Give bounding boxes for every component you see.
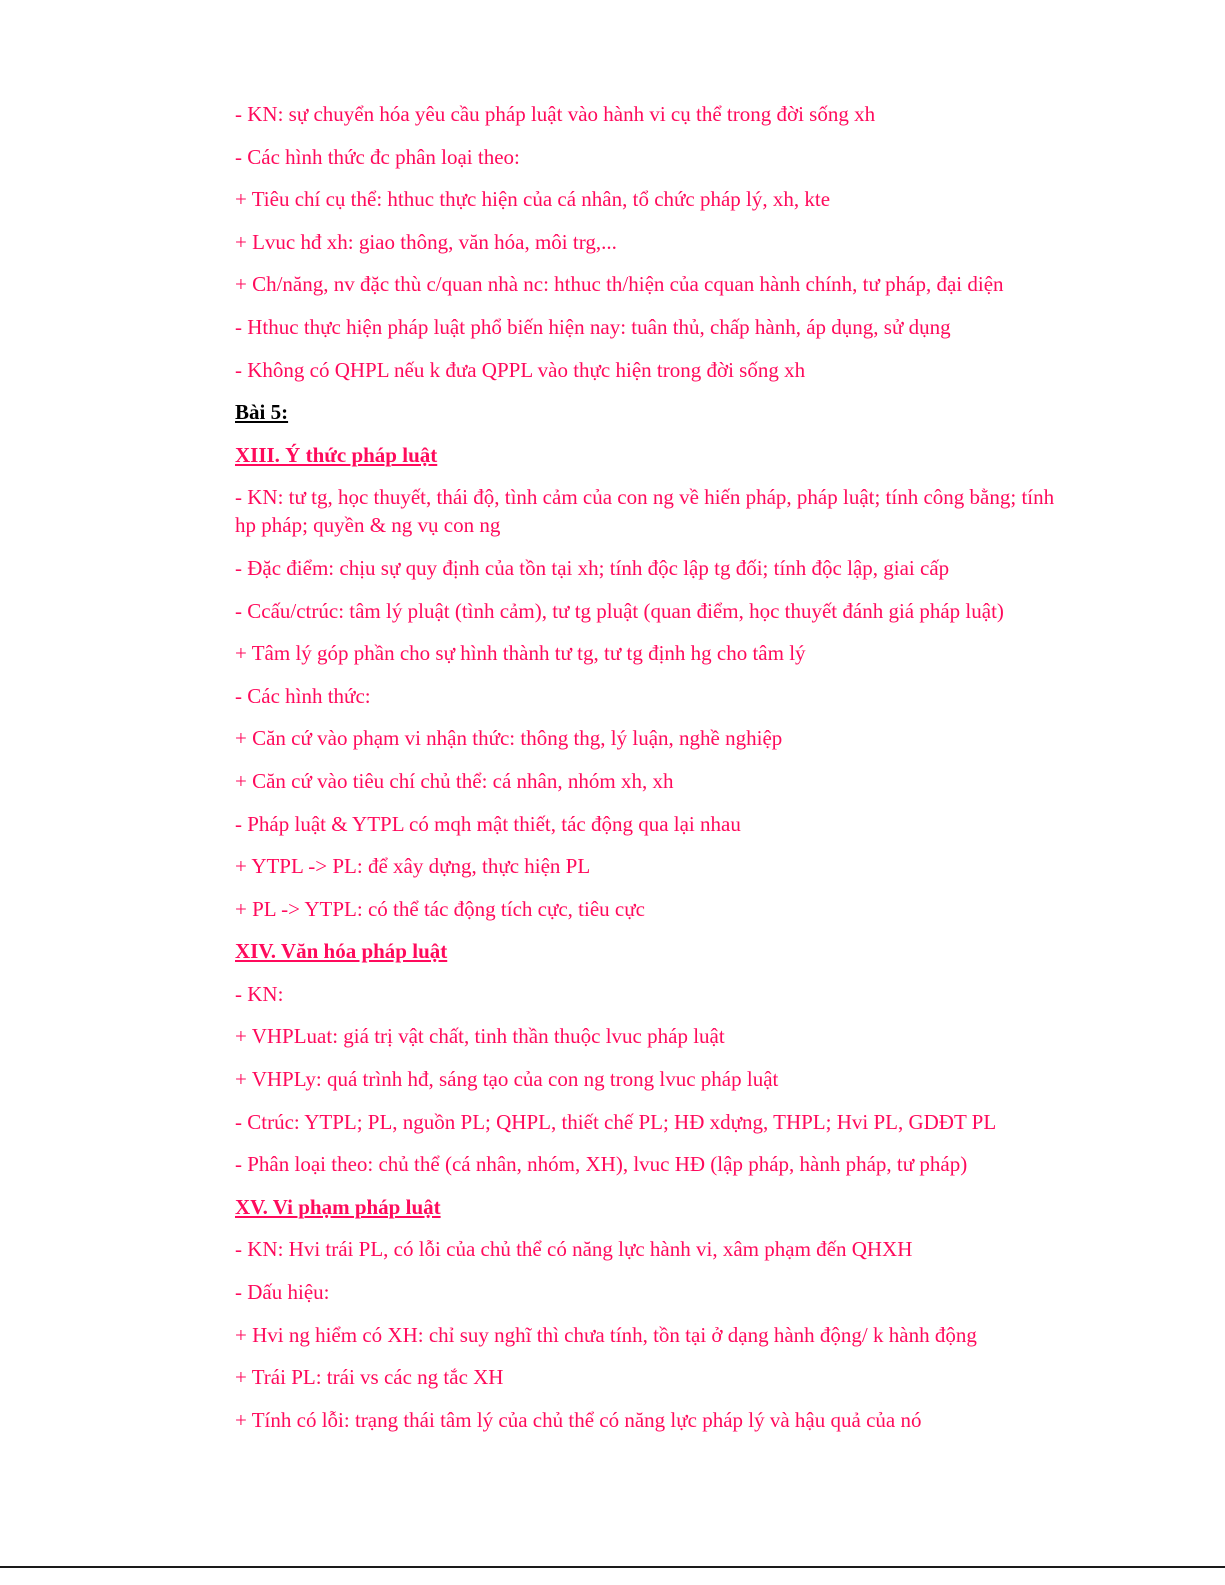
document-content (235, 100, 1075, 1448)
text-line: - Ctrúc: YTPL; PL, nguồn PL; QHPL, thiết chế PL; HĐ xdựng, THPL; Hvi PL, GDĐT PL (235, 1109, 997, 1134)
text-line: + VHPLy: quá trình hđ, sáng tạo của con ng trong lvuc pháp luật (235, 1067, 779, 1092)
text-line: + YTPL -> PL: để xây dựng, thực hiện PL (235, 854, 591, 879)
text-line: - Đặc điểm: chịu sự quy định của tồn tại xh; tính độc lập tg đối; tính độc lập, giai cấp (235, 555, 950, 580)
text-paragraph: - KN: tư tg, học thuyết, thái độ, tình cảm của con ng về hiến pháp, pháp luật; tính công bằng; tính hp pháp; quyền & ng vụ con ng (235, 485, 1055, 538)
text-line: - Các hình thức: (235, 683, 371, 708)
text-line: + VHPLuat: giá trị vật chất, tinh thần thuộc lvuc pháp luật (235, 1024, 725, 1049)
text-line: + Hvi ng hiểm có XH: chỉ suy nghĩ thì chưa tính, tồn tại ở dạng hành động/ k hành động (235, 1322, 977, 1347)
text-line: + Lvuc hđ xh: giao thông, văn hóa, môi trg,... (235, 229, 617, 254)
text-line: - Không có QHPL nếu k đưa QPPL vào thực hiện trong đời sống xh (235, 357, 806, 382)
text-line: - Pháp luật & YTPL có mqh mật thiết, tác động qua lại nhau (235, 811, 741, 836)
text-line: + Tiêu chí cụ thể: hthuc thực hiện của cá nhân, tổ chức pháp lý, xh, kte (235, 187, 831, 212)
text-line: + Căn cứ vào tiêu chí chủ thể: cá nhân, nhóm xh, xh (235, 768, 674, 793)
text-line: - KN: (235, 981, 284, 1006)
text-line: - KN: sự chuyển hóa yêu cầu pháp luật vào hành vi cụ thể trong đời sống xh (235, 102, 876, 126)
text-line: + Trái PL: trái vs các ng tắc XH (235, 1365, 504, 1390)
text-line: + PL -> YTPL: có thể tác động tích cực, tiêu cực (235, 896, 645, 921)
section-heading-xv: XV. Vi phạm pháp luật (235, 1194, 441, 1219)
text-line: + Căn cứ vào phạm vi nhận thức: thông thg, lý luận, nghề nghiệp (235, 726, 783, 751)
text-line: - Các hình thức đc phân loại theo: (235, 144, 520, 169)
text-line: - Ccấu/ctrúc: tâm lý pluật (tình cảm), tư tg pluật (quan điểm, học thuyết đánh giá pháp luật) (235, 598, 1004, 623)
text-line: - Phân loại theo: chủ thể (cá nhân, nhóm, XH), lvuc HĐ (lập pháp, hành pháp, tư pháp) (235, 1152, 968, 1177)
text-line: + Ch/năng, nv đặc thù c/quan nhà nc: hthuc th/hiện của cquan hành chính, tư pháp, đại diện (235, 272, 1004, 297)
text-line: + Tâm lý góp phần cho sự hình thành tư tg, tư tg định hg cho tâm lý (235, 641, 806, 666)
lesson-heading: Bài 5: (235, 400, 289, 425)
section-heading-xiii: XIII. Ý thức pháp luật (235, 442, 438, 467)
text-line: - Hthuc thực hiện pháp luật phổ biến hiện nay: tuân thủ, chấp hành, áp dụng, sử dụng (235, 314, 951, 339)
section-heading-xiv: XIV. Văn hóa pháp luật (235, 939, 448, 964)
text-line: - Dấu hiệu: (235, 1280, 330, 1305)
page-bottom-divider (0, 1566, 1225, 1568)
text-line: - KN: Hvi trái PL, có lỗi của chủ thể có năng lực hành vi, xâm phạm đến QHXH (235, 1237, 913, 1262)
text-line: + Tính có lỗi: trạng thái tâm lý của chủ thể có năng lực pháp lý và hậu quả của nó (235, 1407, 922, 1432)
